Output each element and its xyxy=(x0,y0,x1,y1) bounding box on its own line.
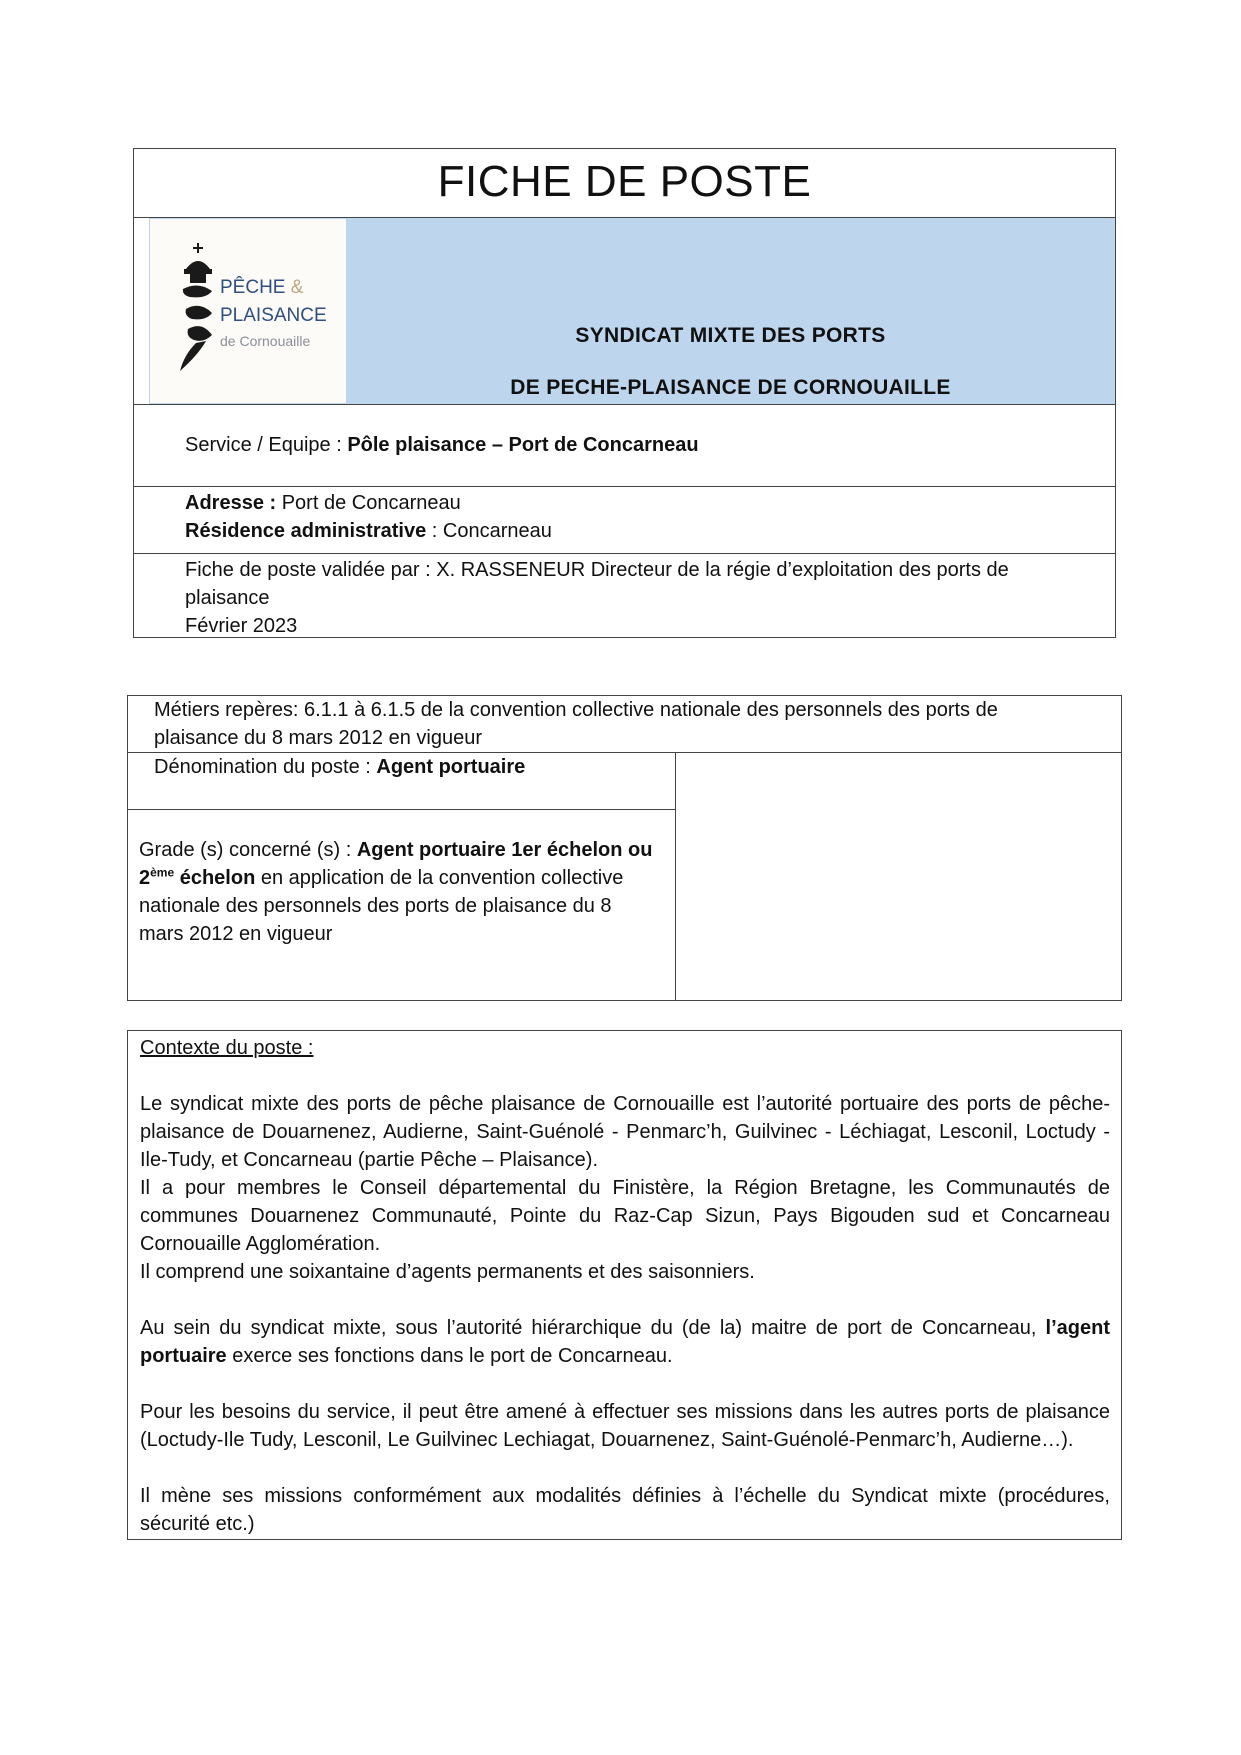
residence-label: Résidence administrative xyxy=(185,520,427,542)
contexte-paragraph-4: Au sein du syndicat mixte, sous l’autorité hiérarchique du (de la) maitre de port de Concarneau, l’agent portuaire exerce ses fonctions dans le port de Concarneau. xyxy=(140,1317,1110,1367)
metiers-reperes xyxy=(128,696,1121,753)
contexte-section xyxy=(127,1030,1122,1540)
logo xyxy=(150,219,346,403)
address-row xyxy=(134,487,1115,554)
org-name-line1: SYNDICAT MIXTE DES PORTS xyxy=(575,324,886,347)
service-value: Pôle plaisance – Port de Concarneau xyxy=(347,434,699,456)
contexte-paragraph-2: Il a pour membres le Conseil départemental du Finistère, la Région Bretagne, les Communautés de communes Douarnenez Communauté, Pointe du Raz-Cap Sizun, Pays Bigouden sud et Concarneau Cornouaille Agglomération. xyxy=(140,1177,1110,1255)
grade-text-3: mars 2012 en vigueur xyxy=(139,923,333,945)
denomination-row xyxy=(128,753,675,810)
logo-text-peche: PÊCHE & xyxy=(220,277,304,298)
metiers-left-column xyxy=(128,753,676,1000)
denomination-value: Agent portuaire xyxy=(376,756,526,778)
grade-text-1: en application de la convention collective xyxy=(255,867,624,889)
grade-value-2: 2ème échelon xyxy=(139,865,256,889)
validation-date: Février 2023 xyxy=(185,615,298,637)
adresse-value: Port de Concarneau xyxy=(281,492,461,514)
lighthouse-icon xyxy=(176,243,220,373)
metiers-line1: Métiers repères: 6.1.1 à 6.1.5 de la convention collective nationale des personnels des ports de xyxy=(154,699,998,721)
metiers-table xyxy=(127,695,1122,1001)
validation-row xyxy=(134,554,1115,639)
validation-line1: Fiche de poste validée par : X. RASSENEUR Directeur de la régie d’exploitation des ports de xyxy=(185,559,1009,581)
logo-text-cornouaille: de Cornouaille xyxy=(220,333,311,349)
contexte-paragraph-3: Il comprend une soixantaine d’agents permanents et des saisonniers. xyxy=(140,1261,755,1283)
service-row xyxy=(134,405,1115,487)
header-banner xyxy=(134,218,1115,405)
contexte-heading: Contexte du poste : xyxy=(140,1037,314,1059)
metiers-line2: plaisance du 8 mars 2012 en vigueur xyxy=(154,727,482,749)
adresse-label: Adresse : xyxy=(185,492,282,514)
grade-value-1: Agent portuaire 1er échelon ou xyxy=(356,839,653,861)
logo-text-plaisance: PLAISANCE xyxy=(220,305,327,326)
contexte-paragraph-5: Pour les besoins du service, il peut être amené à effectuer ses missions dans les autres ports de plaisance (Loctudy-Ile Tudy, Lesconil, Le Guilvinec Lechiagat, Douarnenez, Saint-Guénolé-Penmarc’h, Audierne…). xyxy=(140,1401,1110,1451)
page-title: FICHE DE POSTE xyxy=(437,157,812,206)
service-label: Service / Equipe : xyxy=(185,434,348,456)
grade-text-2: nationale des personnels des ports de plaisance du 8 xyxy=(139,895,612,917)
validation-line2: plaisance xyxy=(185,587,270,609)
denomination-label: Dénomination du poste : xyxy=(154,756,377,778)
grade-label: Grade (s) concerné (s) : xyxy=(139,839,357,861)
contexte-paragraph-6: Il mène ses missions conformément aux modalités définies à l’échelle du Syndicat mixte (procédures, sécurité etc.) xyxy=(140,1485,1110,1535)
grade-cell xyxy=(128,810,675,948)
title-row xyxy=(134,149,1115,218)
contexte-paragraph-1: Le syndicat mixte des ports de pêche plaisance de Cornouaille est l’autorité portuaire des ports de pêche-plaisance de Douarnenez, Audierne, Saint-Guénolé - Penmarc’h, Guilvinec - Léchiagat, Lesconil, Loctudy - Ile-Tudy, et Concarneau (partie Pêche – Plaisance). xyxy=(140,1093,1110,1171)
residence-value: : Concarneau xyxy=(426,520,552,542)
org-name-line2: DE PECHE-PLAISANCE DE CORNOUAILLE xyxy=(510,376,951,399)
header-table xyxy=(133,148,1116,638)
